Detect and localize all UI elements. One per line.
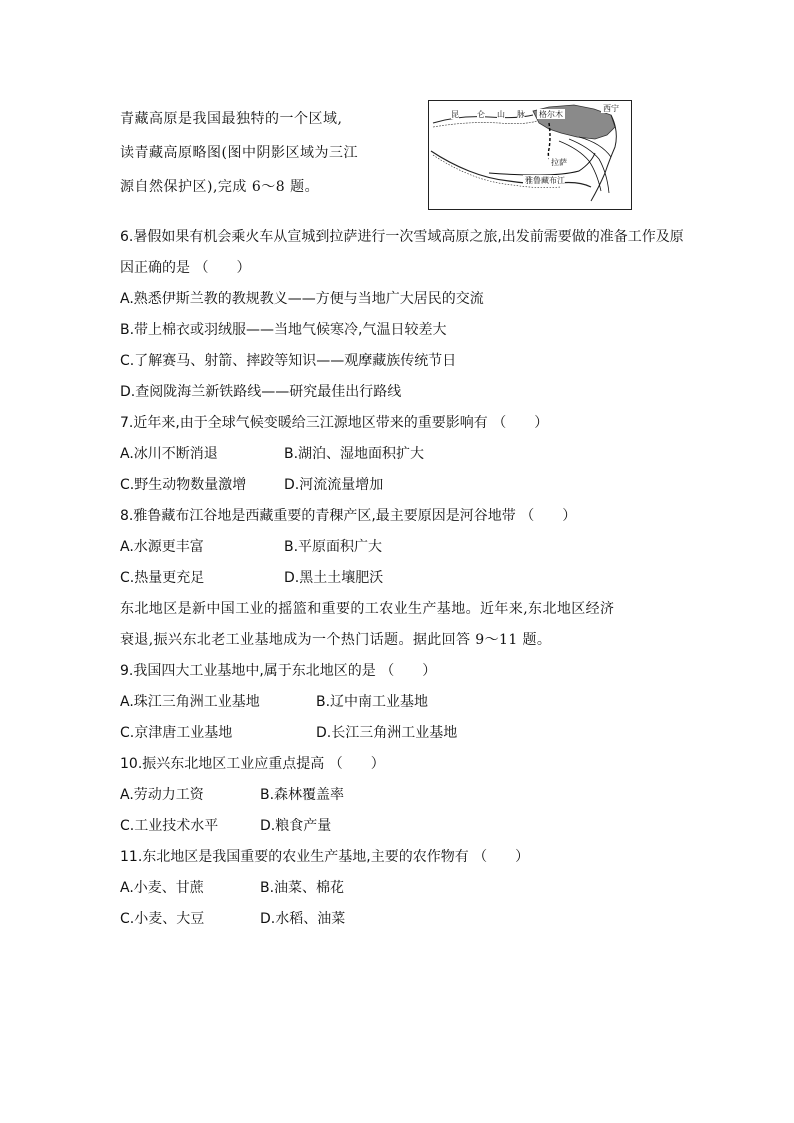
q7-option-c: C.野生动物数量激增: [120, 477, 247, 493]
intro-text: [120, 102, 410, 204]
q11-row-2: [120, 904, 690, 935]
q6-option-a: A.熟悉伊斯兰教的教规教义——方便与当地广大居民的交流: [120, 291, 484, 307]
q9-option-c: C.京津唐工业基地: [120, 725, 233, 741]
passage-line-2: 衰退,振兴东北老工业基地成为一个热门话题。据此回答 9～11 题。: [120, 632, 552, 648]
q8-row-1: [120, 532, 690, 563]
city-lhasa-label: 拉萨: [551, 158, 567, 167]
q7-row-2: [120, 470, 690, 501]
q8-option-b: B.平原面积广大: [284, 539, 383, 555]
q8-option-a: A.水源更丰富: [120, 539, 204, 555]
city-golmud-label: 格尔木: [539, 110, 563, 119]
yarlung-river: [489, 153, 595, 175]
q7-option-d: D.河流流量增加: [284, 477, 384, 493]
q10-option-c: C.工业技术水平: [120, 818, 219, 834]
q10-option-d: D.粮食产量: [260, 818, 332, 834]
q9-stem: 9.我国四大工业基地中,属于东北地区的是 （ ）: [120, 663, 437, 679]
q8-option-d: D.黑土土壤肥沃: [284, 570, 384, 586]
mountain-char-1: 昆: [451, 110, 459, 119]
mountain-char-3: 山: [497, 110, 505, 119]
tibet-plateau-map: [428, 100, 632, 210]
q6-stem: 6.暑假如果有机会乘火车从宣城到拉萨进行一次雪域高原之旅,出发前需要做的准备工作及原因正确的是 （ ）: [120, 229, 684, 276]
city-xining-label: 西宁: [603, 104, 619, 113]
q10-option-b: B.森林覆盖率: [260, 787, 345, 803]
q9-option-b: B.辽中南工业基地: [316, 694, 429, 710]
q11-option-c: C.小麦、大豆: [120, 911, 205, 927]
q7-option-b: B.湖泊、湿地面积扩大: [284, 446, 425, 462]
q8-stem: 8.雅鲁藏布江谷地是西藏重要的青稞产区,最主要原因是河谷地带 （ ）: [120, 508, 577, 524]
kunlun-line-2: [433, 121, 537, 127]
intro-line-2: 读青藏高原略图(图中阴影区域为三江: [120, 145, 358, 161]
q10-stem: 10.振兴东北地区工业应重点提高 （ ）: [120, 756, 385, 772]
mountain-char-4: 脉: [517, 110, 525, 119]
q11-row-1: [120, 873, 690, 904]
q9-row-1: [120, 687, 690, 718]
passage-line-1: 东北地区是新中国工业的摇篮和重要的工农业生产基地。近年来,东北地区经济: [120, 601, 615, 617]
q7-option-a: A.冰川不断消退: [120, 446, 218, 462]
q11-option-b: B.油菜、棉花: [260, 880, 345, 896]
q10-row-1: [120, 780, 690, 811]
questions-block: [120, 222, 690, 935]
q6-option-c: C.了解赛马、射箭、摔跤等知识——观摩藏族传统节日: [120, 353, 457, 369]
q11-option-d: D.水稻、油菜: [260, 911, 346, 927]
q7-stem: 7.近年来,由于全球气候变暖给三江源地区带来的重要影响有 （ ）: [120, 415, 549, 431]
intro-line-1: 青藏高原是我国最独特的一个区域,: [120, 111, 343, 127]
himalaya-line: [431, 151, 591, 187]
q8-row-2: [120, 563, 690, 594]
q7-row-1: [120, 439, 690, 470]
q10-option-a: A.劳动力工资: [120, 787, 204, 803]
river-label: 雅鲁藏布江: [525, 176, 565, 185]
q8-option-c: C.热量更充足: [120, 570, 205, 586]
intro-line-3: 源自然保护区),完成 6～8 题。: [120, 179, 320, 195]
q6-option-b: B.带上棉衣或羽绒服——当地气候寒冷,气温日较差大: [120, 322, 447, 338]
q9-option-a: A.珠江三角洲工业基地: [120, 694, 260, 710]
q10-row-2: [120, 811, 690, 842]
q6-option-d: D.查阅陇海兰新铁路线——研究最佳出行路线: [120, 384, 402, 400]
river-3: [569, 139, 609, 193]
mountain-char-2: 仑: [477, 110, 485, 119]
map-graphic: [429, 101, 631, 209]
q11-option-a: A.小麦、甘蔗: [120, 880, 204, 896]
q9-row-2: [120, 718, 690, 749]
q9-option-d: D.长江三角洲工业基地: [316, 725, 458, 741]
q11-stem: 11.东北地区是我国重要的农业生产基地,主要的农作物有 （ ）: [120, 849, 530, 865]
